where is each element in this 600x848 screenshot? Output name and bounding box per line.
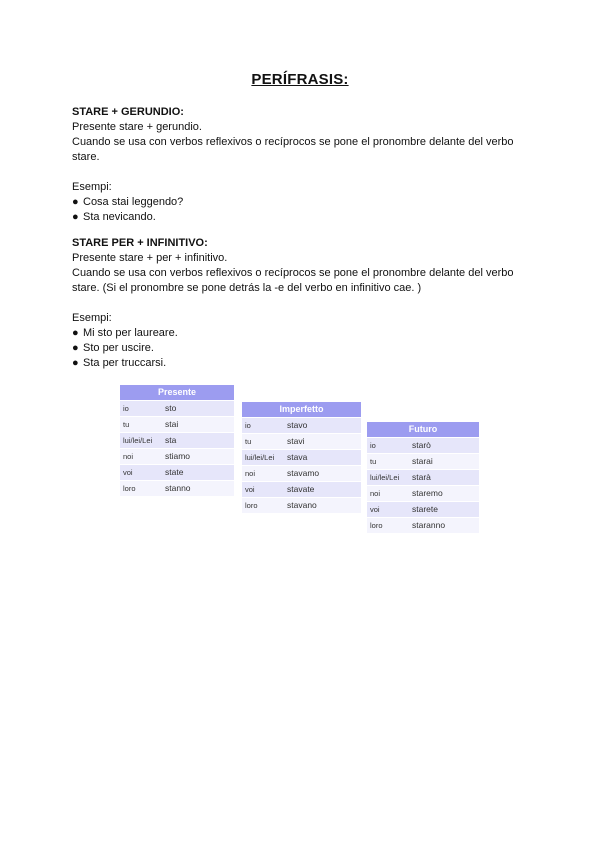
table-row [367,501,479,517]
verb-cell: stavi [287,436,305,446]
verb-cell: stiamo [165,451,191,461]
body-line: stare. [72,151,100,163]
pronoun-cell: tu [370,457,377,466]
verb-cell: sta [165,435,177,445]
table-row [242,417,361,433]
example-text: Sta per truccarsi. [83,357,167,369]
body-line: Cuando se usa con verbos reflexivos o recíprocos se pone el pronombre delante del verbo [72,267,514,279]
example-item [72,195,532,210]
verb-cell: staranno [412,520,446,530]
table-row [242,449,361,465]
page-title: PERÍFRASIS: [251,71,349,88]
pronoun-cell: voi [123,468,133,477]
verb-cell: stavo [287,420,308,430]
table-row [367,453,479,469]
verb-cell: state [165,467,184,477]
examples-label: Esempi: [72,181,112,193]
verb-cell: stavamo [287,468,320,478]
example-item [72,341,532,356]
pronoun-cell: lui/lei/Lei [370,473,400,482]
table-row [367,485,479,501]
examples-label: Esempi: [72,312,112,324]
verb-cell: staremo [412,488,443,498]
section-stare-per-infinitivo [72,236,532,371]
verb-cell: stai [165,419,179,429]
pronoun-cell: tu [123,420,130,429]
example-text: Sto per uscire. [83,342,154,354]
verb-cell: starai [412,456,433,466]
verb-cell: stavano [287,500,317,510]
pronoun-cell: tu [245,437,252,446]
body-line: Presente stare + gerundio. [72,121,202,133]
pronoun-cell: loro [245,501,258,510]
pronoun-cell: lui/lei/Lei [123,436,153,445]
example-text: Cosa stai leggendo? [83,196,184,208]
bullet-icon: ● [72,357,79,369]
table-row [120,416,234,432]
pronoun-cell: loro [370,521,383,530]
table-row [120,480,234,496]
conjugation-table-imperfetto [242,402,361,513]
pronoun-cell: voi [370,505,380,514]
table-row [367,437,479,453]
body-line: Presente stare + per + infinitivo. [72,252,228,264]
verb-cell: stanno [165,483,191,493]
table-row [367,517,479,533]
bullet-icon: ● [72,196,79,208]
section-stare-gerundio [72,105,532,225]
pronoun-cell: io [123,404,129,413]
verb-cell: sto [165,403,177,413]
verb-cell: starete [412,504,438,514]
pronoun-cell: voi [245,485,255,494]
table-row [120,464,234,480]
verb-cell: starà [412,472,431,482]
example-text: Mi sto per laureare. [83,327,178,339]
pronoun-cell: loro [123,484,136,493]
pronoun-cell: noi [245,469,256,478]
verb-cell: stavate [287,484,315,494]
verb-cell: stava [287,452,308,462]
pronoun-cell: io [370,441,376,450]
table-title: Presente [120,385,234,400]
table-row [120,432,234,448]
section-heading: STARE PER + INFINITIVO: [72,237,208,249]
table-row [120,400,234,416]
table-title: Imperfetto [242,402,361,417]
bullet-icon: ● [72,327,79,339]
table-row [242,497,361,513]
conjugation-table-futuro [367,422,479,533]
table-row [242,433,361,449]
body-line: Cuando se usa con verbos reflexivos o recíprocos se pone el pronombre delante del verbo [72,136,514,148]
example-item [72,210,532,225]
bullet-icon: ● [72,342,79,354]
example-text: Sta nevicando. [83,211,156,223]
example-item [72,326,532,341]
table-row [367,469,479,485]
table-row [242,481,361,497]
body-line: stare. (Si el pronombre se pone detrás la -e del verbo en infinitivo cae. ) [72,282,422,294]
bullet-icon: ● [72,211,79,223]
verb-cell: starò [412,440,431,450]
table-row [242,465,361,481]
table-title: Futuro [367,422,479,437]
pronoun-cell: io [245,421,251,430]
pronoun-cell: noi [370,489,381,498]
pronoun-cell: noi [123,452,134,461]
section-heading: STARE + GERUNDIO: [72,106,184,118]
conjugation-table-presente [120,385,234,496]
example-item [72,356,532,371]
pronoun-cell: lui/lei/Lei [245,453,275,462]
table-row [120,448,234,464]
